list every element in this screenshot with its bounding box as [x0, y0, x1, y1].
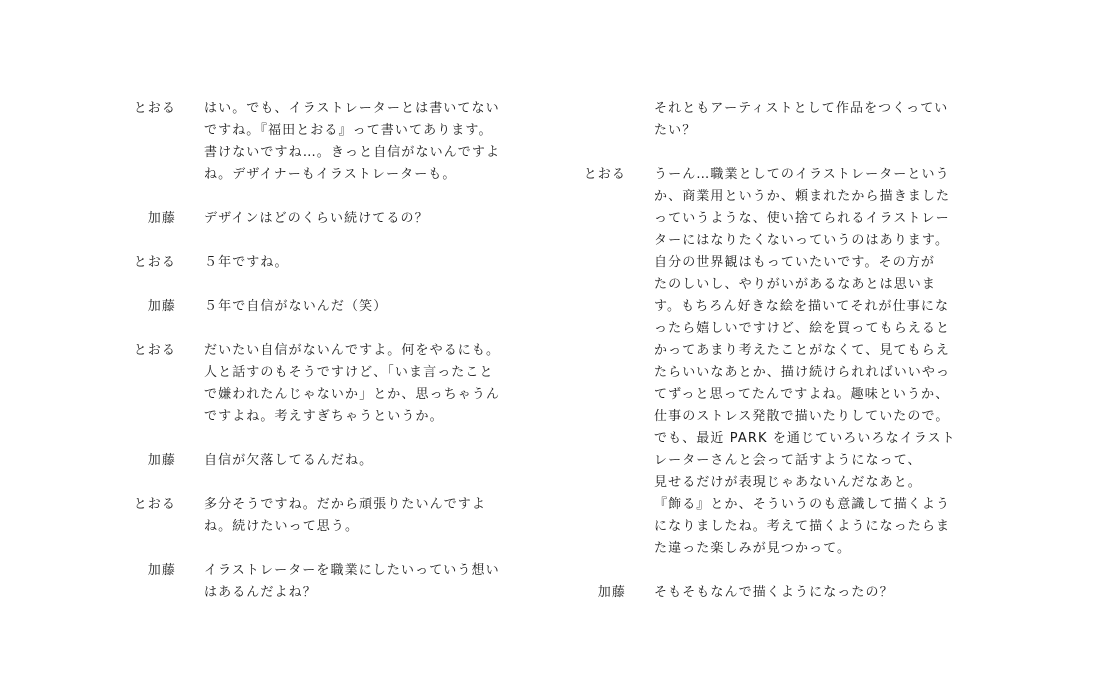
- dialogue-line: 自分の世界観はもっていたいです。その方が: [654, 255, 935, 270]
- dialogue-line: レーターさんと会って話すようになって、: [654, 453, 922, 468]
- dialogue-line: でも、最近 PARK を通じていろいろなイラスト: [654, 431, 956, 446]
- left-column: [128, 98, 528, 626]
- dialogue-text: [204, 450, 524, 472]
- dialogue-entry: [578, 98, 978, 142]
- dialogue-line: ね。続けたいって思う。: [204, 519, 360, 534]
- dialogue-line: ５年ですね。: [204, 255, 289, 270]
- dialogue-line: はい。でも、イラストレーターとは書いてない: [204, 101, 500, 116]
- dialogue-text: [204, 208, 524, 230]
- dialogue-line: 自信が欠落してるんだね。: [204, 453, 374, 468]
- dialogue-text: [204, 560, 524, 604]
- speaker-name: [578, 98, 626, 142]
- dialogue-entry: [578, 164, 978, 560]
- dialogue-line: で嫌われたんじゃないか」とか、思っちゃうん: [204, 387, 501, 402]
- dialogue-text: [654, 98, 974, 142]
- dialogue-line: たのしいし、やりがいがあるなあとは思いま: [654, 277, 937, 292]
- dialogue-entry: [128, 340, 528, 428]
- speaker-name: とおる: [133, 497, 176, 512]
- speaker-name: 加藤: [597, 585, 626, 600]
- dialogue-line: た違った楽しみが見つかって。: [654, 541, 852, 556]
- right-column: [578, 98, 978, 626]
- dialogue-text: [204, 296, 524, 318]
- dialogue-line: ですよね。考えすぎちゃうというか。: [204, 409, 444, 424]
- speaker-name: とおる: [583, 167, 626, 182]
- dialogue-line: かってあまり考えたことがなくて、見てもらえ: [654, 343, 950, 358]
- dialogue-entry: [578, 582, 978, 604]
- dialogue-entry: [128, 296, 528, 318]
- dialogue-line: になりましたね。考えて描くようになったらま: [654, 519, 951, 534]
- dialogue-line: 書けないですね…。きっと自信がないんですよ: [204, 145, 501, 160]
- dialogue-entry: [128, 208, 528, 230]
- dialogue-text: [204, 494, 524, 538]
- dialogue-text: [204, 252, 524, 274]
- dialogue-entry: [128, 450, 528, 472]
- dialogue-line: たらいいなあとか、描け続けられればいいやっ: [654, 365, 951, 380]
- dialogue-entry: [128, 494, 528, 538]
- dialogue-line: か、商業用というか、頼まれたから描きました: [654, 189, 951, 204]
- dialogue-line: ターにはなりたくないっていうのはあります。: [654, 233, 950, 248]
- dialogue-line: 見せるだけが表現じゃあないんだなあと。: [654, 475, 922, 490]
- dialogue-line: ね。デザイナーもイラストレーターも。: [204, 167, 457, 182]
- dialogue-line: っていうような、使い捨てられるイラストレー: [654, 211, 950, 226]
- speaker-name: 加藤: [147, 211, 176, 226]
- speaker-name: 加藤: [147, 453, 176, 468]
- dialogue-line: ですね。『福田とおる』って書いてあります。: [204, 123, 493, 138]
- dialogue-line: だいたい自信がないんですよ。何をやるにも。: [204, 343, 501, 358]
- dialogue-line: イラストレーターを職業にしたいっていう想い: [204, 563, 500, 578]
- dialogue-entry: [128, 560, 528, 604]
- speaker-name: 加藤: [147, 563, 176, 578]
- dialogue-entry: [128, 252, 528, 274]
- dialogue-line: 仕事のストレス発散で描いたりしていたので。: [654, 409, 950, 424]
- speaker-name: とおる: [133, 343, 176, 358]
- dialogue-entry: [128, 98, 528, 186]
- speaker-name: とおる: [133, 101, 176, 116]
- dialogue-line: それともアーティストとして作品をつくってい: [654, 101, 949, 116]
- dialogue-line: 人と話すのもそうですけど、「いま言ったこと: [204, 365, 494, 380]
- dialogue-line: たい？: [654, 123, 697, 138]
- dialogue-line: てずっと思ってたんですよね。趣味というか、: [654, 387, 950, 402]
- dialogue-text: [654, 164, 974, 560]
- dialogue-line: はあるんだよね？: [204, 585, 317, 600]
- dialogue-line: ５年で自信がないんだ（笑）: [204, 299, 388, 314]
- dialogue-text: [204, 98, 524, 186]
- dialogue-line: 『飾る』とか、そういうのも意識して描くよう: [654, 497, 951, 512]
- dialogue-line: ったら嬉しいですけど、絵を買ってもらえると: [654, 321, 951, 336]
- dialogue-line: す。もちろん好きな絵を描いてそれが仕事にな: [654, 299, 950, 314]
- speaker-name: とおる: [133, 255, 176, 270]
- dialogue-text: [654, 582, 974, 604]
- dialogue-line: そもそもなんで描くようになったの？: [654, 585, 894, 600]
- dialogue-line: 多分そうですね。だから頑張りたいんですよ: [204, 497, 487, 512]
- dialogue-line: デザインはどのくらい続けてるの？: [204, 211, 429, 226]
- dialogue-text: [204, 340, 524, 428]
- speaker-name: 加藤: [147, 299, 176, 314]
- dialogue-line: うーん…職業としてのイラストレーターという: [654, 167, 950, 182]
